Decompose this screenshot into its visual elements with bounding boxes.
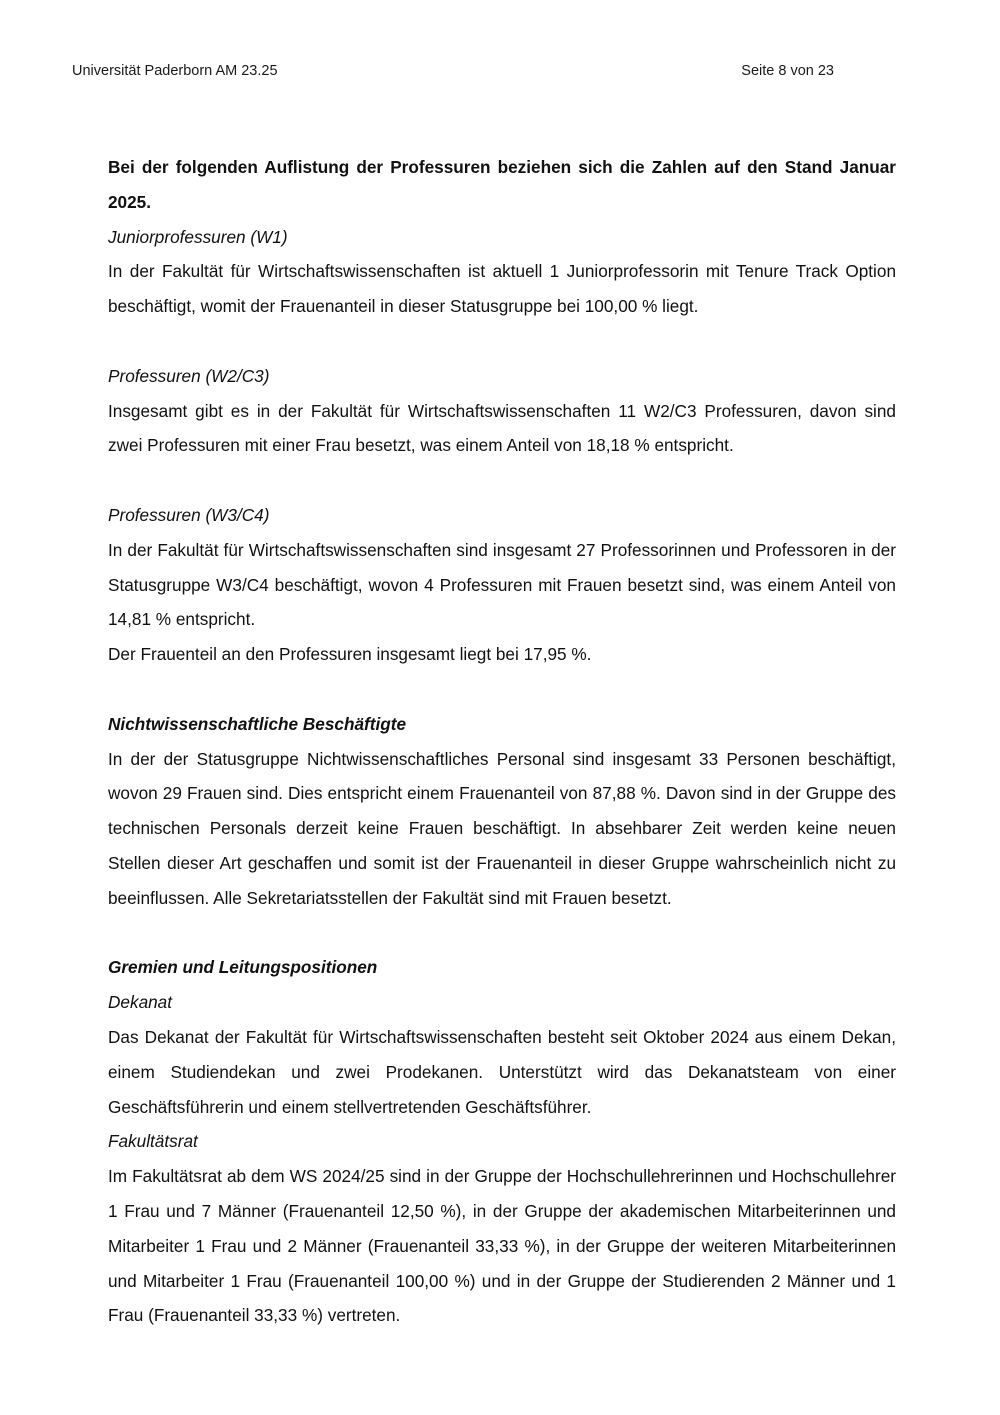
spacer xyxy=(108,916,896,951)
junior-professorships-text: In der Fakultät für Wirtschaftswissenschaften ist aktuell 1 Juniorprofessorin mit Tenure Track Option beschäftigt, womit der Frauenanteil in dieser Statusgruppe bei 100,00 % liegt. xyxy=(108,261,896,317)
professorships-total-text: Der Frauenteil an den Professuren insgesamt liegt bei 17,95 %. xyxy=(108,644,592,665)
fakultaetsrat-text: Im Fakultätsrat ab dem WS 2024/25 sind in der Gruppe der Hochschullehrerinnen und Hochschullehrer 1 Frau und 7 Männer (Frauenanteil 12,50 %), in der Gruppe der akademischen Mitarbeiterinnen und Mitarbeiter 1 Frau und 2 Männer (Frauenanteil 33,33 %), in der Gruppe der weiteren Mitarbeiterinnen und Mitarbeiter 1 Frau (Frauenanteil 100,00 %) und in der Gruppe der Studierenden 2 Männer und 1 Frau (Frauenanteil 33,33 %) vertreten. xyxy=(108,1166,896,1326)
header-page-number: Seite 8 von 23 xyxy=(741,63,834,79)
document-body xyxy=(108,150,896,1333)
spacer xyxy=(108,324,896,359)
page-header xyxy=(72,60,834,82)
dekanat-heading: Dekanat xyxy=(108,992,173,1013)
nonscientific-staff-text: In der der Statusgruppe Nichtwissenschaftliches Personal sind insgesamt 33 Personen beschäftigt, wovon 29 Frauen sind. Dies entspricht einem Frauenanteil von 87,88 %. Davon sind in der Gruppe des technischen Personals derzeit keine Frauen beschäftigt. In absehbarer Zeit werden keine neuen Stellen dieser Art geschaffen und somit ist der Frauenanteil in dieser Gruppe wahrscheinlich nicht zu beeinflussen. Alle Sekretariatsstellen der Fakultät sind mit Frauen besetzt. xyxy=(108,748,896,908)
nonscientific-staff-heading: Nichtwissenschaftliche Beschäftigte xyxy=(108,713,407,734)
w2-professorships-text: Insgesamt gibt es in der Fakultät für Wirtschaftswissenschaften 11 W2/C3 Professuren, davon sind zwei Professuren mit einer Frau besetzt, was einem Anteil von 18,18 % entspricht. xyxy=(108,400,896,456)
spacer xyxy=(108,463,896,498)
junior-professorships-heading: Juniorprofessuren (W1) xyxy=(108,226,288,247)
intro-statement: Bei der folgenden Auflistung der Professuren beziehen sich die Zahlen auf den Stand Januar 2025. xyxy=(108,157,896,212)
w3-professorships-heading: Professuren (W3/C4) xyxy=(108,504,270,525)
fakultaetsrat-heading: Fakultätsrat xyxy=(108,1131,198,1152)
committees-heading: Gremien und Leitungspositionen xyxy=(108,957,378,978)
header-document-id: Universität Paderborn AM 23.25 xyxy=(72,63,278,79)
dekanat-text: Das Dekanat der Fakultät für Wirtschaftswissenschaften besteht seit Oktober 2024 aus einem Dekan, einem Studiendekan und zwei Prodekanen. Unterstützt wird das Dekanatsteam von einer Geschäftsführerin und einem stellvertretenden Geschäftsführer. xyxy=(108,1026,896,1117)
w2-professorships-heading: Professuren (W2/C3) xyxy=(108,365,270,386)
spacer xyxy=(108,672,896,707)
w3-professorships-text: In der Fakultät für Wirtschaftswissenschaften sind insgesamt 27 Professorinnen und Professoren in der Statusgruppe W3/C4 beschäftigt, wovon 4 Professuren mit Frauen besetzt sind, was einem Anteil von 14,81 % entspricht. xyxy=(108,539,896,630)
